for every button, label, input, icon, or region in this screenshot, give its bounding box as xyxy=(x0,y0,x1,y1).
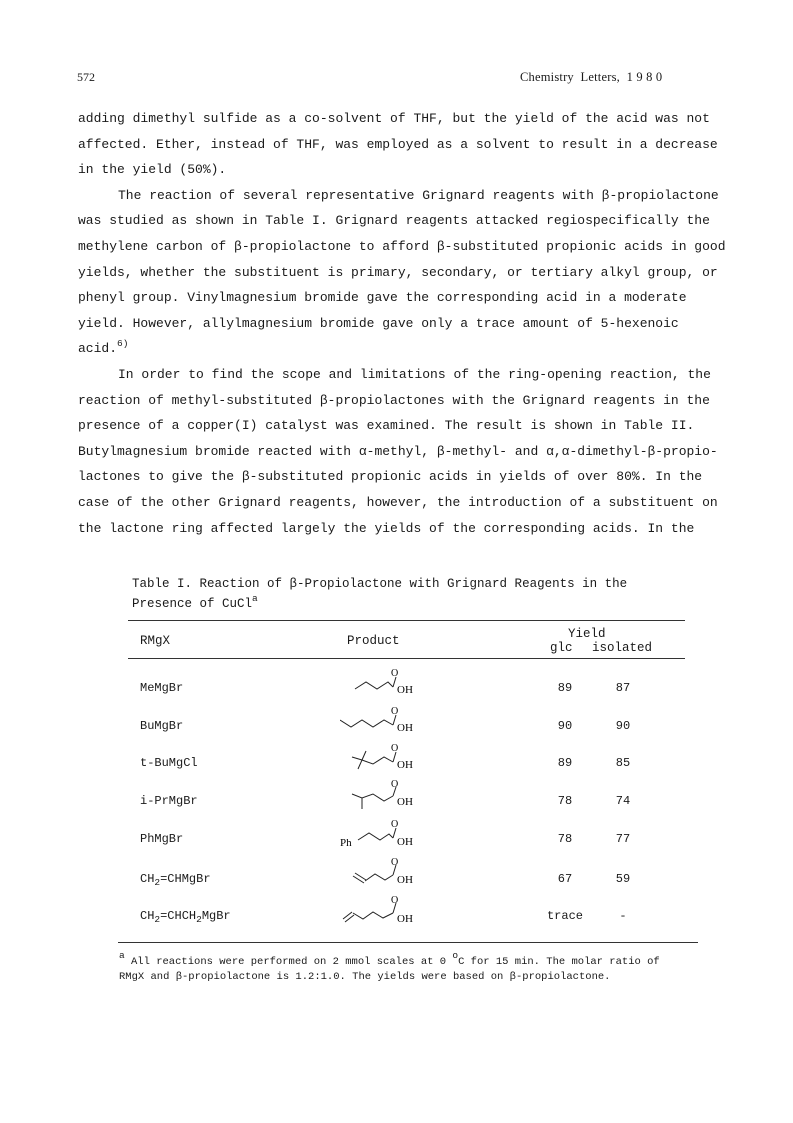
footnote-line: RMgX and β-propiolactone is 1.2:1.0. The yields were based on β-propiolactone. xyxy=(119,971,611,983)
header-glc: glc xyxy=(550,641,573,655)
table-bottom-rule xyxy=(118,942,698,943)
oh-label: OH xyxy=(397,684,413,696)
product-structure xyxy=(340,895,460,927)
product-structure xyxy=(340,667,460,699)
reagent-cell: t-BuMgCl xyxy=(140,756,198,770)
carbonyl-o-label: O xyxy=(391,743,399,754)
text-line: the lactone ring affected largely the yields of the corresponding acids. In the xyxy=(78,520,695,536)
text-line: was studied as shown in Table I. Grignard reagents attacked regiospecifically the xyxy=(78,213,710,229)
isolated-cell: 87 xyxy=(615,681,631,695)
subscript: 2 xyxy=(154,914,161,925)
glc-cell: 78 xyxy=(557,832,573,846)
glc-cell: 67 xyxy=(557,872,573,886)
text-line: case of the other Grignard reagents, however, the introduction of a substituent on xyxy=(78,494,718,510)
carbonyl-o-label: O xyxy=(391,780,399,790)
text-line: The reaction of several representative Grignard reagents with β-propiolactone xyxy=(118,187,719,203)
carbonyl-o-label: O xyxy=(391,668,399,679)
degree-symbol: o xyxy=(452,950,459,961)
isolated-cell: 74 xyxy=(615,794,631,808)
reagent-text: =CHCH xyxy=(160,909,197,923)
subscript: 2 xyxy=(154,877,161,888)
header-rmgx: RMgX xyxy=(140,634,171,648)
isolated-cell: 90 xyxy=(615,719,631,733)
glc-cell: 89 xyxy=(557,756,573,770)
header-product: Product xyxy=(347,634,400,648)
text-line: affected. Ether, instead of THF, was employed as a solvent to result in a decrease xyxy=(78,136,718,152)
text-line: phenyl group. Vinylmagnesium bromide gave the corresponding acid in a moderate xyxy=(78,290,687,306)
glc-cell: 90 xyxy=(557,719,573,733)
caption-line xyxy=(132,594,627,614)
text-line: in the yield (50%). xyxy=(78,162,227,178)
oh-label: OH xyxy=(397,874,413,886)
reagent-cell xyxy=(140,872,211,886)
body-text xyxy=(78,106,726,541)
glc-cell: 89 xyxy=(557,681,573,695)
text-line: adding dimethyl sulfide as a co-solvent of THF, but the yield of the acid was not xyxy=(78,111,710,126)
oh-label: OH xyxy=(397,759,413,771)
text-line-content: acid. xyxy=(78,341,118,357)
product-structure xyxy=(340,818,460,850)
oh-label: OH xyxy=(397,796,413,808)
table-footnote xyxy=(119,950,660,985)
isolated-cell: 85 xyxy=(615,756,631,770)
carbonyl-o-label: O xyxy=(391,819,399,830)
reference-superscript: 6) xyxy=(117,338,129,350)
text-line: yield. However, allylmagnesium bromide gave only a trace amount of 5-hexenoic xyxy=(78,315,679,331)
reagent-cell: MeMgBr xyxy=(140,681,184,695)
glc-cell: trace xyxy=(546,909,583,923)
product-structure xyxy=(340,705,460,737)
product-structure xyxy=(340,742,460,774)
oh-label: OH xyxy=(397,836,413,848)
phenyl-label: Ph xyxy=(340,837,352,849)
text-line: lactones to give the β-substituted propionic acids in yields of over 80%. In the xyxy=(78,469,703,485)
isolated-cell: 77 xyxy=(615,832,631,846)
table-header-rule xyxy=(128,658,685,659)
reagent-text: MgBr xyxy=(201,909,231,923)
table-row xyxy=(0,895,793,939)
text-line: presence of a copper(I) catalyst was examined. The result is shown in Table II. xyxy=(78,418,695,434)
carbonyl-o-label: O xyxy=(391,895,399,906)
carbonyl-o-label: O xyxy=(391,706,399,717)
text-line xyxy=(78,336,718,362)
footnote-marker: a xyxy=(119,950,125,961)
table-caption xyxy=(132,574,627,614)
reagent-cell: i-PrMgBr xyxy=(140,794,198,808)
text-line: yields, whether the substituent is primary, secondary, or tertiary alkyl group, or xyxy=(78,264,718,280)
reagent-text: =CHMgBr xyxy=(160,872,211,886)
reagent-cell: BuMgBr xyxy=(140,719,184,733)
caption-footnote-marker: a xyxy=(252,593,258,604)
header-isolated: isolated xyxy=(592,641,653,655)
text-line: In order to find the scope and limitations of the ring-opening reaction, the xyxy=(118,366,711,382)
caption-line: Table I. Reaction of β-Propiolactone with Grignard Reagents in the xyxy=(132,577,628,591)
text-line: reaction of methyl-substituted β-propiolactones with the Grignard reagents in the xyxy=(78,392,710,408)
glc-cell: 78 xyxy=(557,794,573,808)
page-number: 572 xyxy=(77,70,95,84)
subscript: 2 xyxy=(196,914,202,925)
header-yield: Yield xyxy=(568,627,606,641)
oh-label: OH xyxy=(397,913,413,925)
footnote-text: C for 15 min. The molar ratio of xyxy=(458,956,660,968)
text-line: Butylmagnesium bromide reacted with α-methyl, β-methyl- and α,α-dimethyl-β-propio- xyxy=(78,443,718,459)
footnote-text: All reactions were performed on 2 mmol scales at 0 xyxy=(124,956,453,968)
product-structure xyxy=(340,858,460,890)
table-top-rule xyxy=(128,620,685,621)
reagent-cell xyxy=(140,909,231,923)
product-structure xyxy=(340,780,460,812)
isolated-cell: 59 xyxy=(615,872,631,886)
oh-label: OH xyxy=(397,722,413,734)
journal-header: Chemistry Letters, 1 9 8 0 xyxy=(520,70,663,84)
reagent-text: CH xyxy=(140,909,155,923)
reagent-text: CH xyxy=(140,872,155,886)
reagent-cell: PhMgBr xyxy=(140,832,184,846)
carbonyl-o-label: O xyxy=(391,858,399,868)
caption-text: Presence of CuCl xyxy=(132,597,253,611)
isolated-cell: - xyxy=(619,909,627,923)
footnote-line xyxy=(119,950,660,970)
text-line: methylene carbon of β-propiolactone to afford β-substituted propionic acids in good xyxy=(78,238,726,254)
